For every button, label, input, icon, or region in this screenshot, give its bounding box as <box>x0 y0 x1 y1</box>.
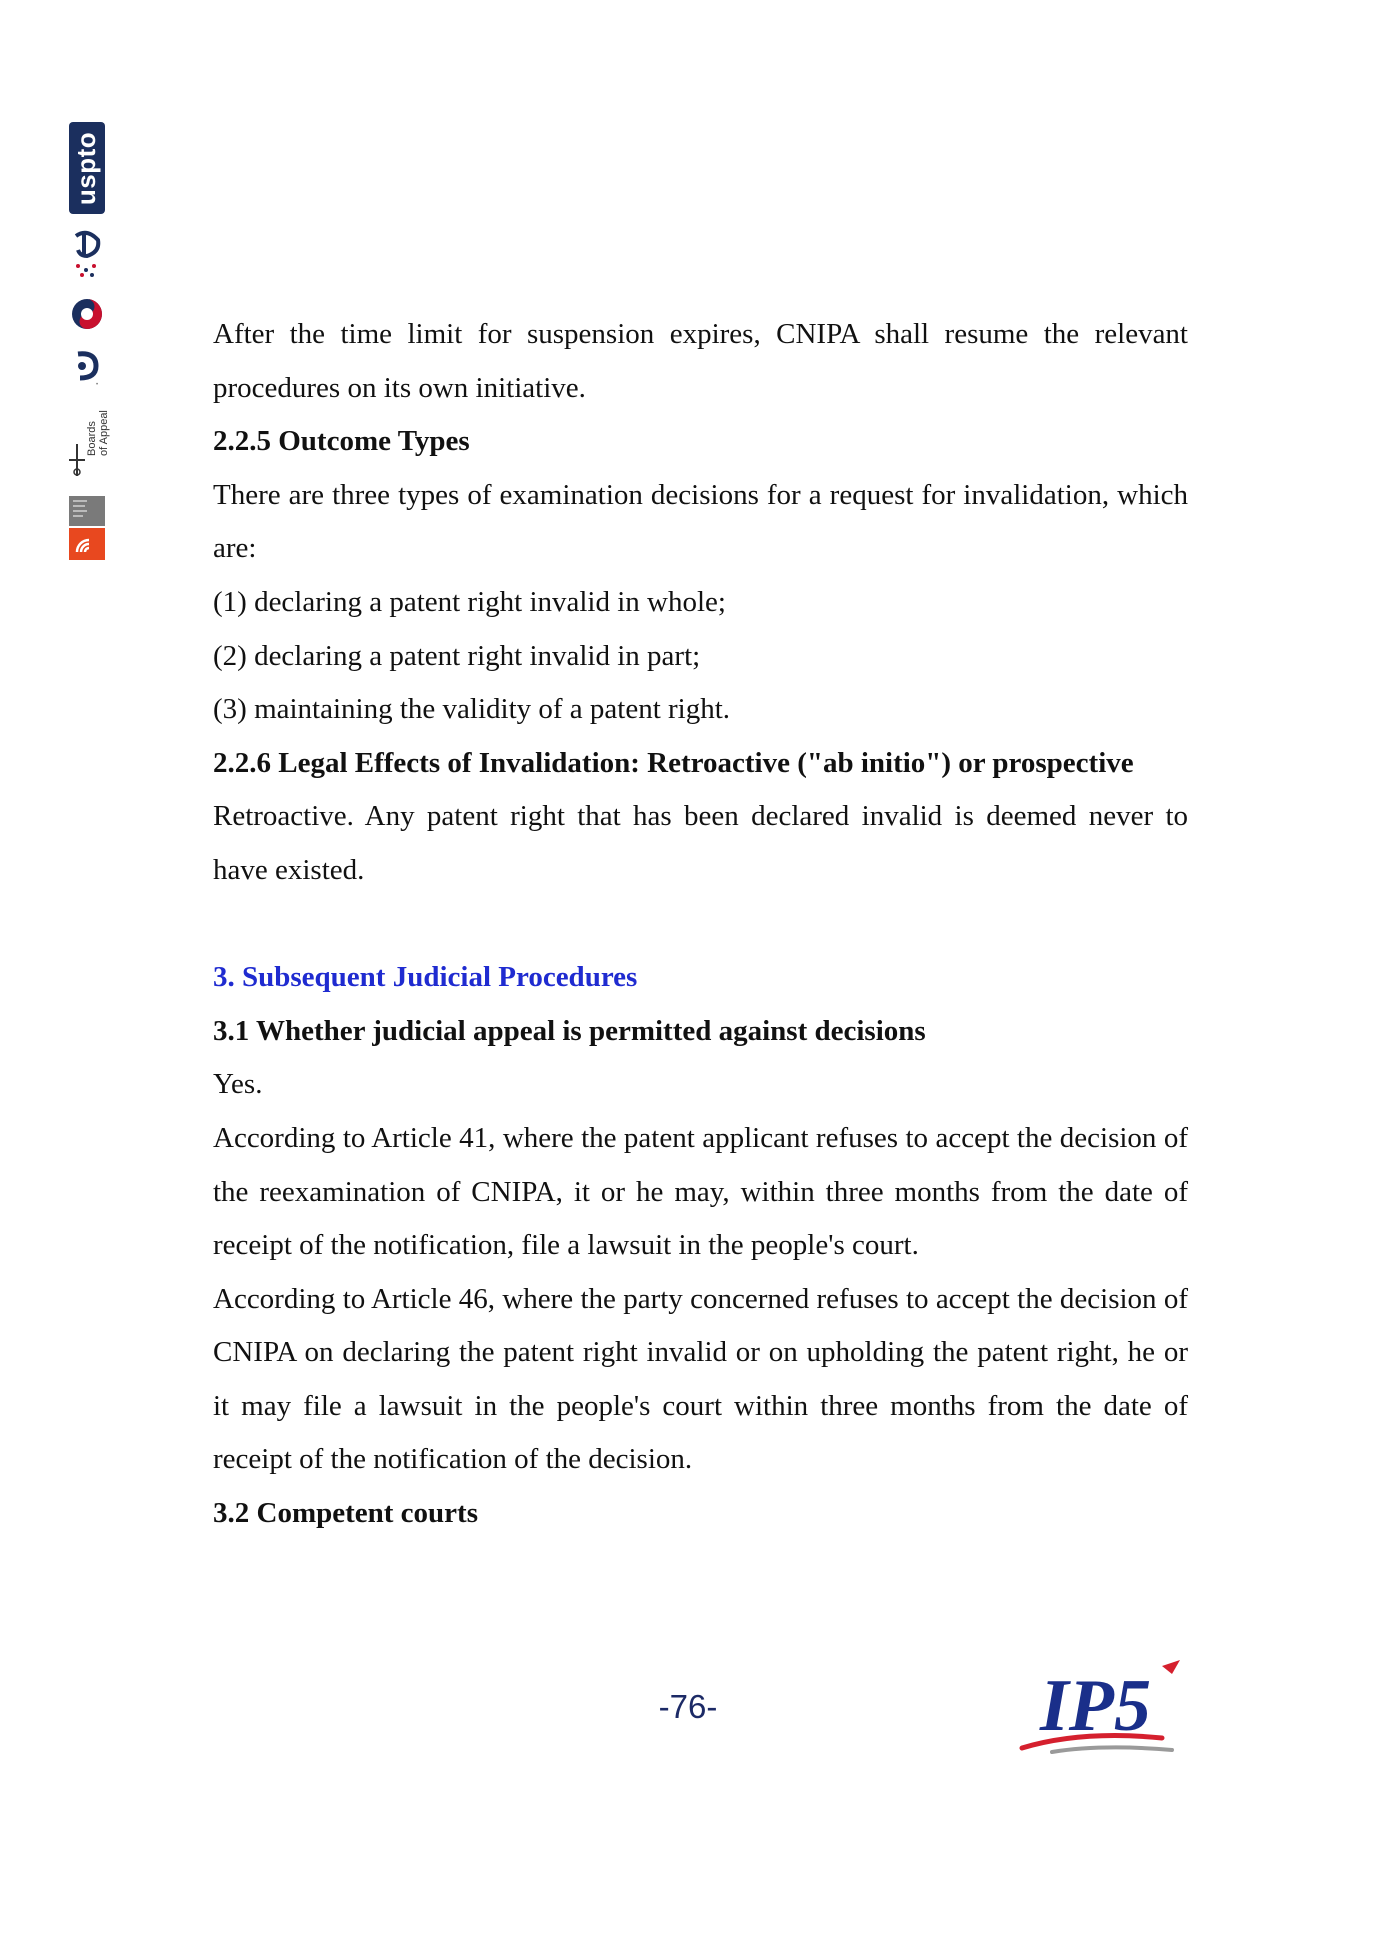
boards-of-appeal-icon <box>68 442 86 478</box>
paragraph-article-41: According to Article 41, where the patent applicant refuses to accept the decision of the reexamination of CNIPA, it or he may, within three months from the date of receipt of the notification, file a lawsuit in the people's court. <box>213 1121 1188 1262</box>
heading-2-2-6: 2.2.6 Legal Effects of Invalidation: Retroactive ("ab initio") or prospective <box>213 746 1134 779</box>
uspto-logo-text: uspto <box>71 131 102 205</box>
document-body <box>213 308 1188 1541</box>
heading-2-2-5: 2.2.5 Outcome Types <box>213 425 470 458</box>
paragraph-article-46: According to Article 46, where the party concerned refuses to accept the decision of CNIPA on declaring the patent right invalid or on upholding the patent right, he or it may file a lawsuit in the people's court within three months from the date of receipt of the notification of the decision. <box>213 1282 1188 1476</box>
uspto-logo <box>69 122 105 214</box>
boards-of-appeal-text: Boards of Appeal <box>86 410 110 456</box>
list-item: (2) declaring a patent right invalid in part; <box>213 639 701 672</box>
paragraph-yes: Yes. <box>213 1068 263 1101</box>
section-gap <box>213 898 1188 952</box>
paragraph-decision-types: There are three types of examination decisions for a request for invalidation, which are: <box>213 478 1188 565</box>
heading-3-2: 3.2 Competent courts <box>213 1497 478 1530</box>
ip5-logo-text: IP5 <box>1040 1665 1151 1747</box>
page-number: -76- <box>658 1688 718 1725</box>
jpo-logo-icon <box>70 226 104 280</box>
kipo-logo-icon <box>70 296 104 332</box>
partner-logos-strip <box>66 120 108 560</box>
epo-logo-icon <box>70 348 104 388</box>
ip5-logo <box>1012 1652 1192 1762</box>
heading-3-1: 3.1 Whether judicial appeal is permitted against decisions <box>213 1014 926 1047</box>
cnipa-logo-icon <box>69 496 105 560</box>
svg-text:•: • <box>96 382 99 388</box>
paragraph-suspension: After the time limit for suspension expires, CNIPA shall resume the relevant procedures on its own initiative. <box>213 318 1188 404</box>
list-item: (1) declaring a patent right invalid in whole; <box>213 585 726 618</box>
boards-of-appeal-logo <box>66 398 108 490</box>
list-item: (3) maintaining the validity of a patent right. <box>213 693 731 726</box>
paragraph-retroactive: Retroactive. Any patent right that has been declared invalid is deemed never to have existed. <box>213 800 1188 886</box>
heading-section-3: 3. Subsequent Judicial Procedures <box>213 961 638 994</box>
